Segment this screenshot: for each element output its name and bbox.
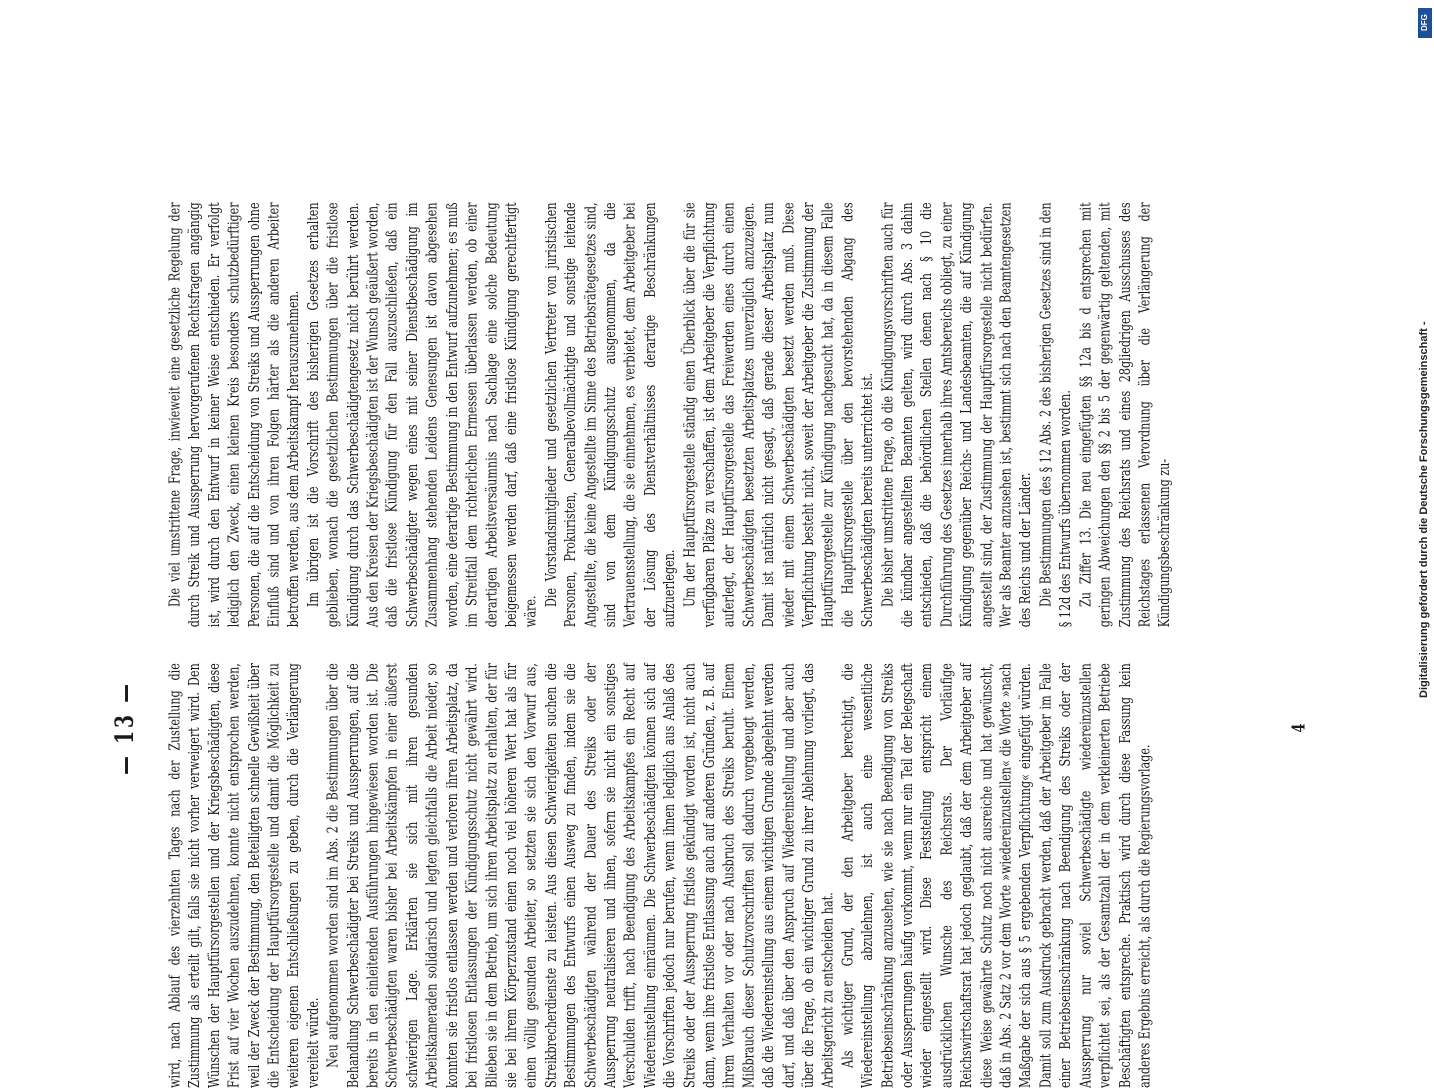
paragraph: wird, nach Ablauf des vierzehnten Tages nach der Zustellung die Zustimmung als erteilt gilt, falls sie nicht vorher verweigert wird. Den Wünschen der Hauptfürsorgestellen und der Kriegsbeschädigten, diese Frist auf vier Wochen auszudehnen, konnte nicht entsprochen werden, weil der Zweck der Bestimmung, den Beteiligten schnelle Gewißheit über die Entscheidung der Hauptfürsorgestelle und damit die Möglichkeit zu weiteren eigenen Entschließungen zu geben, durch die Verlängerung vereitelt würde. — [165, 663, 322, 1088]
paragraph: Die Bestimmungen des § 12 Abs. 2 des bisherigen Gesetzes sind in den § 12d des Entwurfs übernommen worden. — [1036, 202, 1075, 628]
page-number: — 13 — — [110, 681, 140, 775]
paragraph: Um der Hauptfürsorgestelle ständig einen Überblick über die für sie verfügbaren Plätze zu verschaffen, ist dem Arbeitgeber die Verpflichtung auferlegt, der Hauptfürsorgestelle das Freiwerden eines durch einen Schwerbeschädigten besetzten Arbeitsplatzes unverzüglich anzuzeigen. Damit ist natürlich nicht gesagt, daß gerade dieser Arbeitsplatz nun wieder mit einem Schwerbeschädigten besetzt werden muß. Diese Verpflichtung besteht nicht, soweit der Arbeitgeber die Zustimmung der Hauptfürsorgestelle zur Kündigung nachgesucht hat, da in diesem Falle die Hauptfürsorgestelle über den bevorstehenden Abgang des Schwerbeschädigten bereits unterrichtet ist. — [680, 202, 877, 628]
dfg-logo: DFG — [1418, 8, 1432, 38]
rotated-document-page — [97, 202, 1310, 1088]
paragraph: Die bisher umstrittene Frage, ob die Kündigungsvorschriften auch für die kündbar angestellten Beamten gelten, wird durch Abs. 3 dahin entschieden, daß die behördlichen Stellen denen nach § 10 die Durchführung des Gesetzes innerhalb ihres Amtsbereichs obliegt, zu einer Kündigung gegenüber Reichs- und Landesbeamten, die auf Kündigung angestellt sind, der Zustimmung der Hauptfürsorgestelle nicht bedürfen. Wer als Beamter anzusehen ist, bestimmt sich nach den Beamtengesetzen des Reichs und der Länder. — [878, 202, 1035, 628]
paragraph: Zu Ziffer 13. Die neu eingefügten §§ 12a bis d entsprechen mit geringen Abweichungen den §§ 2 bis 5 der gegenwärtig geltenden, mit Zustimmung des Reichsrats und eines 28gliedrigen Ausschusses des Reichstages erlassenen Verordnung über die Verlängerung der Kündigungsbeschränkung zu- — [1076, 202, 1174, 628]
signature-mark: 4 — [1289, 723, 1310, 733]
paragraph: Neu aufgenommen worden sind im Abs. 2 die Bestimmungen über die Behandlung Schwerbeschädigter bei Streiks und Aussperrungen, auf die bereits in den einleitenden Ausführungen hingewiesen worden ist. Die Schwerbeschädigten waren bisher bei Arbeitskämpfen in einer äußerst schwierigen Lage. Erklärten sie sich mit ihren gesunden Arbeitskameraden solidarisch und legten gleichfalls die Arbeit nieder, so konnten sie fristlos entlassen werden und verloren ihren Arbeitsplatz, da bei fristlosen Entlassungen der Kündigungsschutz nicht gewährt wird. Blieben sie in dem Betrieb, um sich ihren Arbeitsplatz zu erhalten, der für sie bei ihrem Körperzustand einen noch viel höheren Wert hat als für einen völlig gesunden Arbeiter, so setzten sie sich den Vorwurf aus, Streikbrecherdienste zu leisten. Aus diesen Schwierigkeiten suchen die Bestimmungen des Entwurfs einen Ausweg zu finden, indem sie die Schwerbeschädigten während der Dauer des Streiks oder der Aussperrung neutralisieren und ihnen, sofern sie nicht ein sonstiges Verschulden trifft, nach Beendigung des Arbeitskampfes ein Recht auf Wiedereinstellung einräumen. Die Schwerbeschädigten können sich auf die Vorschriften jedoch nur berufen, wenn ihnen lediglich aus Anlaß des Streiks oder der Aussperrung fristlos gekündigt worden ist, nicht auch dann, wenn ihre fristlose Entlassung auch auf anderen Gründen, z. B. auf ihrem Verhalten vor oder nach Ausbruch des Streiks beruht. Einem Mißbrauch dieser Schutzvorschriften soll dadurch vorgebeugt werden, daß die Wiedereinstellung aus einem wichtigen Grunde abgelehnt werden darf, und daß über den Anspruch auf Wiedereinstellung und aber auch über die Frage, ob ein wichtiger Grund zu ihrer Ablehnung vorliegt, das Arbeitsgericht zu entscheiden hat. — [324, 663, 837, 1088]
paragraph: Die Vorstandsmitglieder und gesetzlichen Vertreter von juristischen Personen, Prokuristen, Generalbevollmächtigte und sonstige leitende Angestellte, die keine Angestellte im Sinne des Betriebsrätegesetzes sind, sind von dem Kündigungsschutz ausgenommen, da die Vertrauensstellung, die sie einnehmen, es verbietet, dem Arbeitgeber bei der Lösung des Dienstverhältnisses derartige Beschränkungen aufzuerlegen. — [541, 202, 679, 628]
digitization-credit-text: Digitalisierung gefördert durch die Deutsche Forschungsgemeinschaft - — [1418, 321, 1430, 698]
left-column — [165, 663, 1155, 1088]
paragraph: Im übrigen ist die Vorschrift des bisherigen Gesetzes erhalten geblieben, wonach die gesetzlichen Bestimmungen über die fristlose Kündigung durch das Schwerbeschädigtengesetz nicht berührt werden. Aus den Kreisen der Kriegsbeschädigten ist der Wunsch geäußert worden, daß die fristlose Kündigung für den Fall auszuschließen, daß ein Schwerbeschädigter wegen eines mit seiner Dienstbeschädigung im Zusammenhang stehenden Leidens Genesungen ist davon abgesehen worden, eine derartige Bestimmung in den Entwurf aufzunehmen; es muß im Streitfall dem richterlichen Ermessen überlassen werden, ob einer derartigen Arbeitsversäumnis nach Sachlage eine solche Bedeutung beigemessen werden darf, daß eine fristlose Kündigung gerechtfertigt wäre. — [304, 202, 540, 628]
paragraph: Die viel umstrittene Frage, inwieweit eine gesetzliche Regelung der durch Streik und Aussperrung hervorgerufenen Rechtsfragen angängig ist, wird durch den Entwurf in keiner Weise entschieden. Er verfolgt lediglich den Zweck, einen kleinen Kreis besonders schutzbedürftiger Personen, die auf die Entscheidung von Streiks und Aussperrungen ohne Einfluß sind und von ihren Folgen härter als die anderen Arbeiter betroffen werden, aus dem Arbeitskampf herauszunehmen. — [165, 202, 303, 628]
paragraph: Als wichtiger Grund, der den Arbeitgeber berechtigt, die Wiedereinstellung abzulehnen, ist auch eine wesentliche Betriebseinschränkung anzusehen, wie sie nach Beendigung von Streiks oder Aussperrungen häufig vorkommt, wenn nur ein Teil der Belegschaft wieder eingestellt wird. Diese Feststellung entspricht einem ausdrücklichen Wunsche des Reichsrats. Der Vorläufige Reichswirtschaftsrat hat jedoch geglaubt, daß der dem Arbeitgeber auf diese Weise gewährte Schutz noch nicht ausreiche und hat gewünscht, daß in Abs. 2 Satz 2 vor dem Worte »wiedereinzustellen« die Worte »nach Maßgabe der sich aus § 5 ergebenden Verpflichtung« eingefügt würden. Damit soll zum Ausdruck gebracht werden, daß der Arbeitgeber im Falle einer Betriebseinschränkung nach Beendigung des Streiks oder der Aussperrung nur soviel Schwerbeschädigte wiedereinzustellen verpflichtet sei, als der Gesamtzahl der in dem verkleinerten Betriebe Beschäftigten entspreche. Praktisch wird durch diese Fassung kein anderes Ergebnis erreicht, als durch die Regierungsvorlage. — [838, 663, 1154, 1088]
digitization-credit-strip — [1416, 8, 1432, 998]
right-column — [165, 202, 1174, 627]
